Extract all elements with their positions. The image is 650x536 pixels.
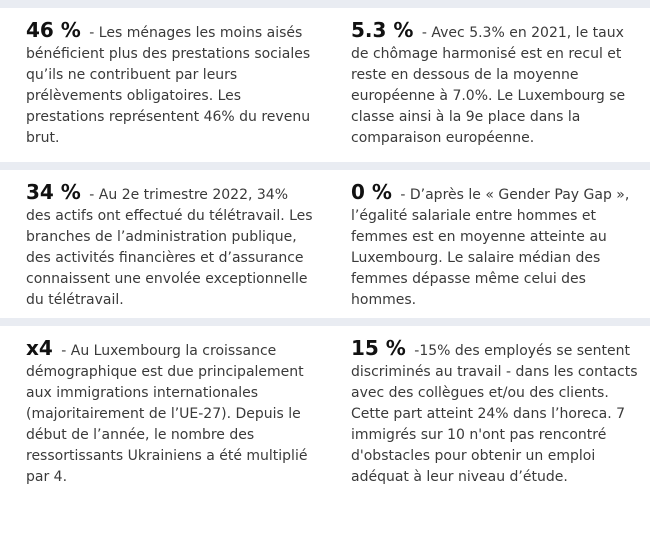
stat-value: 5.3 % (351, 18, 414, 42)
stat-value: 0 % (351, 180, 392, 204)
stat-value: 15 % (351, 336, 406, 360)
stat-description: - Au 2e trimestre 2022, 34% des actifs ont effectué du télétravail. Les branches de l’administration publique, des activités financières et d’assurance connaissent une envolée exceptionnelle du télétravail. (26, 187, 313, 308)
stats-row-3 (0, 326, 650, 536)
stats-row-2 (0, 170, 650, 318)
stat-value: 46 % (26, 18, 81, 42)
stat-value: x4 (26, 336, 53, 360)
stat-card-unemployment (325, 8, 650, 162)
stat-description: - D’après le « Gender Pay Gap », l’égalité salariale entre hommes et femmes est en moyenne atteinte au Luxembourg. Le salaire médian des femmes dépasse même celui des hommes. (351, 187, 630, 308)
stat-value: 34 % (26, 180, 81, 204)
stat-description: - Avec 5.3% en 2021, le taux de chômage harmonisé est en recul et reste en dessous de la moyenne européenne à 7.0%. Le Luxembourg se classe ainsi à la 9e place dans la comparaison européenne. (351, 25, 626, 146)
stat-card-discrimination (325, 326, 650, 536)
stat-card-demography (0, 326, 325, 536)
stat-card-social-benefits (0, 8, 325, 162)
stat-description: - Les ménages les moins aisés bénéficient plus des prestations sociales qu’ils ne contribuent par leurs prélèvements obligatoires. Les prestations représentent 46% du revenu brut. (26, 25, 311, 146)
stat-description: -15% des employés se sentent discriminés au travail - dans les contacts avec des collègues et/ou des clients. Cette part atteint 24% dans l’horeca. 7 immigrés sur 10 n'ont pas rencontré d'obstacles pour obtenir un emploi adéquat à leur niveau d’étude. (351, 343, 638, 485)
stat-description: - Au Luxembourg la croissance démographique est due principalement aux immigrations internationales (majoritairement de l’UE-27). Depuis le début de l’année, le nombre des ressortissants Ukrainiens a été multiplié par 4. (26, 343, 308, 485)
stats-row-1 (0, 8, 650, 162)
stat-card-telework (0, 170, 325, 318)
stat-card-gender-pay-gap (325, 170, 650, 318)
